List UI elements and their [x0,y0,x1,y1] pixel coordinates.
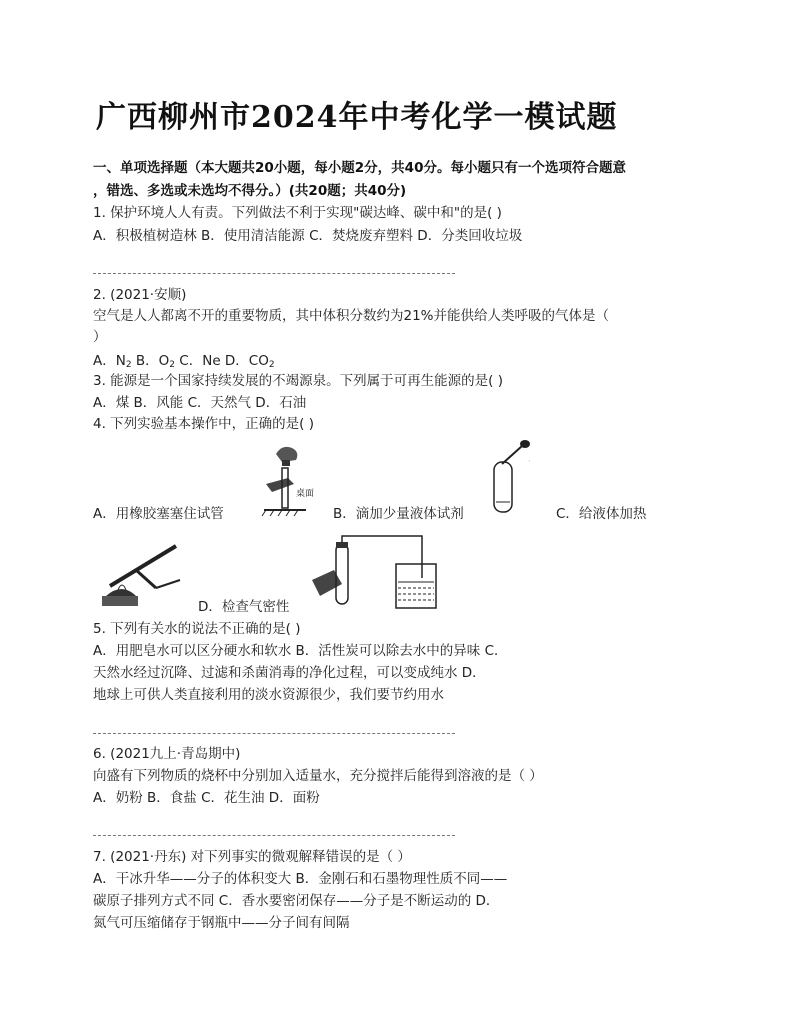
question-5-stem: 5. 下列有关水的说法不正确的是( ) [93,621,301,637]
question-7-stem: 7. (2021·丹东) 对下列事实的微观解释错误的是（ ） [93,849,411,865]
question-2-stem-end: ） [93,329,107,345]
figure-b-dropper [488,440,558,520]
question-5-options-line2: 天然水经过沉降、过滤和杀菌消毒的净化过程，可以变成纯水 D． [93,665,486,681]
section-heading-line2: ，错选、多选或未选均不得分。）(共20题；共40分) [93,183,407,199]
question-1-options: A．积极植树造林 B．使用清洁能源 C．焚烧废弃塑料 D．分类回收垃圾 [93,228,523,244]
figure-d-airtightness [308,534,448,614]
table-label: 桌面 [296,489,315,499]
page-title: 广西柳州市2024年中考化学一模试题 [96,100,618,135]
question-7-options-line3: 氮气可压缩储存于钢瓶中——分子间有间隔 [93,915,350,931]
question-6-stem: 向盛有下列物质的烧杯中分别加入适量水，充分搅拌后能得到溶液的是（ ） [93,768,543,784]
question-4-option-a: A．用橡胶塞塞住试管 [93,506,224,522]
section-heading-line1: 一、单项选择题（本大题共20小题，每小题2分，共40分。每小题只有一个选项符合题意 [93,160,626,176]
question-4-stem: 4. 下列实验基本操作中，正确的是( ) [93,416,314,432]
question-7-options-line1: A．干冰升华——分子的体积变大 B．金刚石和石墨物理性质不同—— [93,871,508,887]
question-4-option-b: B．滴加少量液体试剂 [333,506,464,522]
separator [93,733,455,734]
figure-a-stopper-tube [258,440,330,520]
question-3-options: A．煤 B．风能 C．天然气 D．石油 [93,395,307,411]
question-2-stem: 空气是人人都离不开的重要物质，其中体积分数约为21%并能供给人类呼吸的气体是（ [93,308,610,324]
question-6-options: A．奶粉 B．食盐 C．花生油 D．面粉 [93,790,320,806]
question-7-options-line2: 碳原子排列方式不同 C．香水要密闭保存——分子是不断运动的 D． [93,893,500,909]
question-4-option-d: D．检查气密性 [198,599,290,615]
separator [93,273,455,274]
question-5-options-line1: A．用肥皂水可以区分硬水和软水 B．活性炭可以除去水中的异味 C． [93,643,508,659]
question-3-stem: 3. 能源是一个国家持续发展的不竭源泉。下列属于可再生能源的是( ) [93,373,503,389]
question-1-stem: 1. 保护环境人人有责。下列做法不利于实现"碳达峰、碳中和"的是( ) [93,205,502,221]
question-6-source: 6. (2021九上·青岛期中) [93,746,241,762]
figure-c-heating [96,540,186,612]
question-2-options: A．$N_2$ B．$O_2$ C．Ne D．$CO_2$ [93,353,275,370]
svg-text:·: · [528,457,531,467]
question-5-options-line3: 地球上可供人类直接利用的淡水资源很少，我们要节约用水 [93,687,444,703]
separator [93,835,455,836]
question-2-source: 2. (2021·安顺) [93,287,187,303]
question-4-option-c: C．给液体加热 [556,506,647,522]
